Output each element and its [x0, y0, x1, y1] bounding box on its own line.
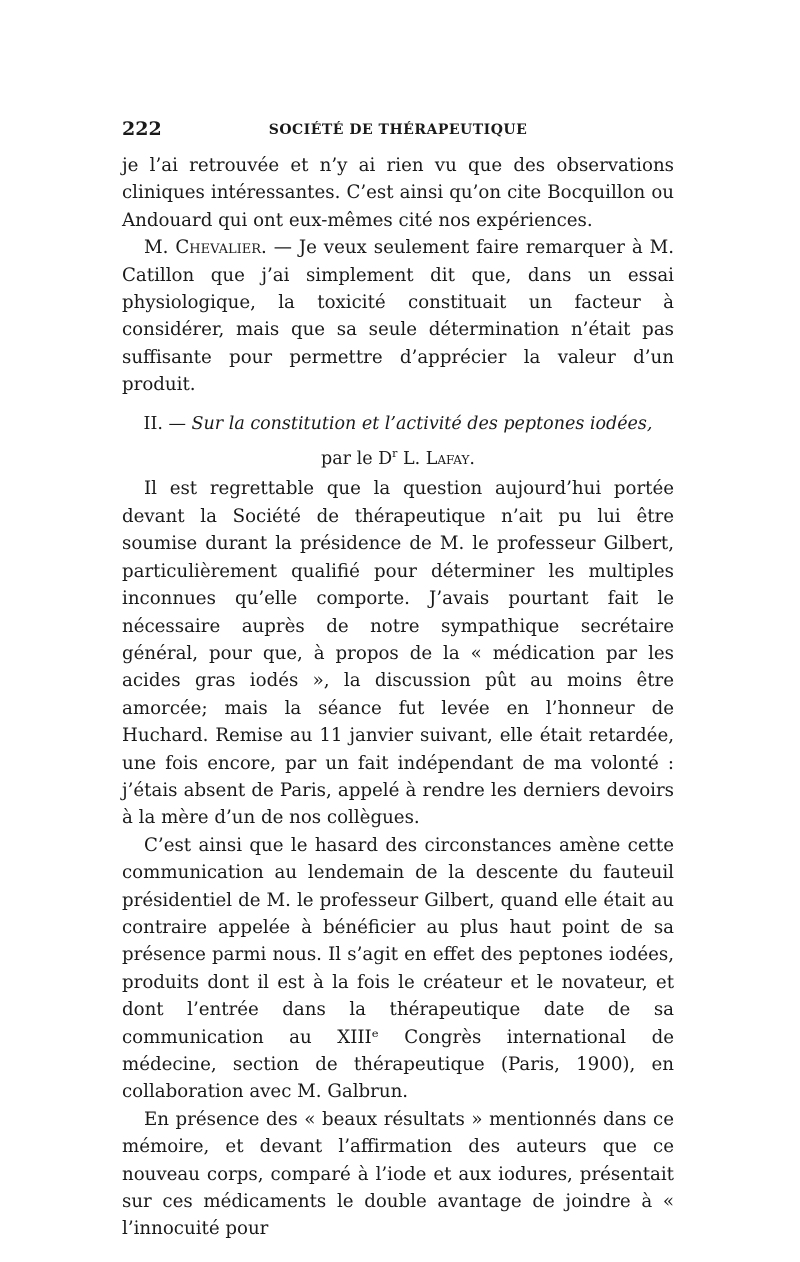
paragraph-body-1: Il est regrettable que la question aujourd’hui portée devant la Société de thérapeutique n’ait pu lui être soumise durant la présidence de M. le professeur Gilbert, particulièrement qualifié pour déterminer les multiples inconnues qu’elle comporte. J’avais pourtant fait le nécessaire auprès de notre sympathique secrétaire général, pour que, à propos de la « médication par les acides gras iodés », la discussion pût au moins être amorcée; mais la séance fut levée en l’honneur de Huchard. Remise au 11 janvier suivant, elle était retardée, une fois encore, par un fait indépendant de ma volonté : j’étais absent de Paris, appelé à rendre les derniers devoirs à la mère d’un de nos collègues. — [122, 478, 674, 829]
paragraph-body-2: C’est ainsi que le hasard des circonstances amène cette communication au lendemain de la descente du fauteuil présidentiel de M. le professeur Gilbert, quand elle était au contraire appelée à bénéficier au plus haut point de sa présence parmi nous. Il s’agit en effet des peptones iodées, produits dont il est à la fois le créateur et le novateur, et dont l’entrée dans la thérapeutique date de sa communication au XIIIᵉ Congrès international de médecine, section de thérapeutique (Paris, 1900), en collaboration avec M. Galbrun. — [122, 834, 674, 1103]
page-number: 222 — [122, 118, 162, 140]
author-name: L. Lafay. — [397, 448, 475, 469]
running-title: SOCIÉTÉ DE THÉRAPEUTIQUE — [268, 122, 528, 138]
paragraph-chevalier — [122, 234, 674, 398]
paragraph-body-3: En présence des « beaux résultats » mentionnés dans ce mémoire, et devant l’affirmation des auteurs que ce nouveau corps, comparé à l’iode et aux iodures, présentait sur ces médicaments le double avantage de joindre à « l’innocuité pour — [122, 1108, 674, 1240]
speaker-name: M. Chevalier. — [144, 237, 267, 259]
paragraph-continuation: je l’ai retrouvée et n’y ai rien vu que des observations cliniques intéressantes. C’est ainsi qu’on cite Bocquillon ou Andouard qui ont eux-mêmes cité nos expériences. — [122, 155, 674, 231]
page — [122, 118, 674, 1243]
section-number: II. — — [143, 413, 192, 434]
running-head — [122, 118, 674, 152]
section-author — [122, 441, 674, 472]
section-heading — [122, 411, 674, 437]
section-title: Sur la constitution et l’activité des peptones iodées, — [191, 413, 653, 434]
author-prefix: par le D — [321, 448, 393, 469]
author-sup: r — [392, 446, 398, 460]
speaker-remark: — Je veux seulement faire remarquer à M. Catillon que j’ai simplement dit que, dans un essai physiologique, la toxicité constituait un facteur à considérer, mais que sa seule détermination n’était pas suffisante pour permettre d’apprécier la valeur d’un produit. — [122, 237, 674, 396]
